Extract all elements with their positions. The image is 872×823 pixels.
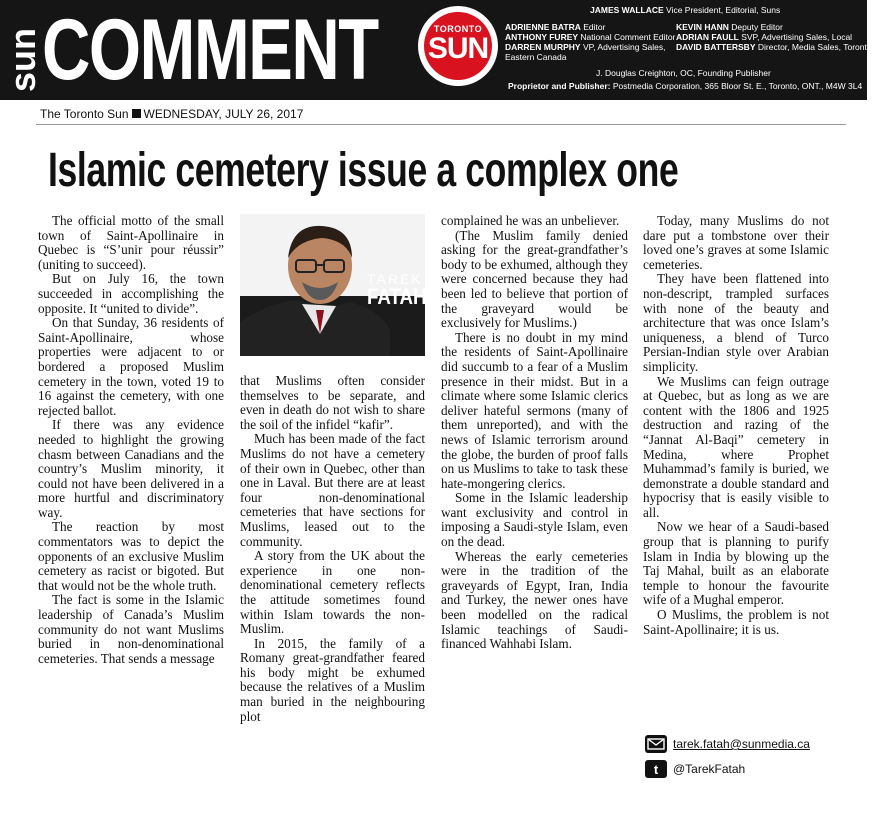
- author-last-name: FATAH: [367, 284, 427, 309]
- paragraph: O Muslims, the problem is not Saint-Apollinaire; it is us.: [643, 607, 829, 637]
- article-column-1: [38, 214, 224, 666]
- headline[interactable]: Islamic cemetery issue a complex one: [48, 144, 679, 197]
- paragraph: If there was any evidence needed to highlight the growing chasm between Canadians and the country’s Muslim minority, it could not have been delivered in a more hurtful and discriminatory way.: [38, 417, 224, 520]
- paragraph: The reaction by most commentators was to depict the opponents of an exclusive Muslim cemetery as racist or bigoted. But that would not be the whole truth.: [38, 519, 224, 593]
- paragraph: The fact is some in the Islamic leadership of Canada’s Muslim community do not want Muslims buried in non-denominational cemeteries. That sends a message: [38, 592, 224, 666]
- staff-line: KEVIN HANN Deputy Editor: [676, 22, 783, 32]
- dateline: [40, 107, 303, 121]
- staff-line: DARREN MURPHY VP, Advertising Sales,: [505, 42, 666, 52]
- paragraph: that Muslims often consider themselves to be separate, and even in death do not wish to share the soil of the infidel “kafir”.: [240, 373, 425, 432]
- issue-date: WEDNESDAY, JULY 26, 2017: [143, 107, 304, 121]
- paper-name: The Toronto Sun: [40, 107, 129, 121]
- masthead: [0, 0, 872, 100]
- staff-line: Eastern Canada: [505, 52, 567, 62]
- paragraph: On that Sunday, 36 residents of Saint-Apollinaire, whose properties were adjacent to or bordered a proposed Muslim cemetery in the town, voted 19 to 16 against the cemetery, with one rejected ballot.: [38, 315, 224, 418]
- sun-brand-vertical: [2, 10, 43, 94]
- paragraph: There is no doubt in my mind the residents of Saint-Apollinaire did succumb to a fear of a Muslim presence in their midst. But in a climate where some Islamic clerics deliver hateful sermons (many of them unreported), and with the news of Islamic terrorism around the globe, the burden of proof falls on us Muslims to take to task these hate-mongering clerics.: [441, 329, 628, 491]
- logo-name: SUN: [427, 32, 489, 65]
- paragraph: Much has been made of the fact Muslims do not have a cemetery of their own in Quebec, other than one in Laval. But there are at least four non-denominational cemeteries that have sections for Muslims, leased out to the community.: [240, 431, 425, 549]
- separator-square: [132, 109, 141, 118]
- staff-line: ANTHONY FUREY National Comment Editor: [505, 32, 676, 42]
- paragraph: A story from the UK about the experience in one non-denominational cemetery reflects the attitude sometimes found within Islam towards the non-Muslim.: [240, 548, 425, 637]
- twitter-handle[interactable]: @TarekFatah: [673, 762, 746, 776]
- toronto-sun-logo[interactable]: [418, 6, 498, 86]
- paragraph: Some in the Islamic leadership want exclusivity and control in imposing a Saudi-style Islam, even on the dead.: [441, 490, 628, 550]
- staff-line: ADRIAN FAULL SVP, Advertising Sales, Local: [676, 32, 853, 42]
- section-title: COMMENT: [42, 2, 378, 98]
- author-name: [367, 272, 437, 308]
- article-column-3: [441, 214, 628, 652]
- envelope-icon: [645, 735, 667, 753]
- proprietor-line: Proprietor and Publisher: Postmedia Corporation, 365 Bloor St. E., Toronto, ONT., M4W 3L4: [508, 81, 863, 91]
- paragraph: complained he was an unbeliever.: [441, 213, 620, 228]
- author-first-name: TAREK: [367, 271, 423, 287]
- article-column-4: [643, 214, 829, 637]
- paragraph: Today, many Muslims do not dare put a tombstone over their loved one’s graves at some Islamic cemeteries.: [643, 213, 829, 272]
- paragraph: Now we hear of a Saudi-based group that is planning to purify Islam in India by blowing up the Taj Mahal, built as an elaborate temple to honour the favourite wife of a Mughal emperor.: [643, 519, 829, 608]
- paragraph: (The Muslim family denied asking for the great-grandfather’s body to be exhumed, although they were concerned because they had been led to believe that portion of the graveyard would be exclusively for Muslims.): [441, 227, 628, 331]
- paragraph: Whereas the early cemeteries were in the tradition of the graveyards of Egypt, Iran, India and Turkey, the newer ones have been modelled on the radical Islamic teachings of Saudi-financed Wahhabi Islam.: [441, 548, 628, 652]
- paragraph: We Muslims can feign outrage at Quebec, but as long as we are content with the 1806 and 1925 destruction and razing of the “Jannat Al-Baqi” cemetery in Medina, where Prophet Muhammad’s family is buried, we demonstrate a double standard and hypocrisy that is easily visible to all.: [643, 373, 829, 520]
- paragraph: In 2015, the family of a Romany great-grandfather feared his body might be exhumed because the relatives of a Muslim man buried in the neighbouring plot: [240, 635, 425, 724]
- paragraph: But on July 16, the town succeeded in accomplishing the opposite. It “united to divide”.: [38, 271, 224, 316]
- email-link[interactable]: tarek.fatah@sunmedia.ca: [673, 737, 810, 751]
- sun-brand-text: sun: [2, 27, 43, 92]
- paragraph: The official motto of the small town of Saint-Apollinaire in Quebec is “S’unir pour réussir” (uniting to succeed).: [38, 213, 224, 272]
- article-column-2: [240, 374, 425, 724]
- founder-line: J. Douglas Creighton, OC, Founding Publisher: [596, 68, 771, 78]
- staff-line: DAVID BATTERSBY Director, Media Sales, Toronto: [676, 42, 872, 52]
- paragraph: They have been flattened into non-descript, trampled surfaces with none of the beauty and architecture that was once Islam’s uniqueness, a blend of Turco Persian-Indian style over Arabian simplicity.: [643, 271, 829, 374]
- staff-line: ADRIENNE BATRA Editor: [505, 22, 606, 32]
- twitter-icon: [645, 760, 667, 778]
- staff-line: JAMES WALLACE Vice President, Editorial, Suns: [590, 5, 781, 15]
- logo-city: TORONTO: [433, 24, 483, 34]
- dateline-rule: [36, 124, 846, 125]
- svg-text:t: t: [653, 762, 659, 777]
